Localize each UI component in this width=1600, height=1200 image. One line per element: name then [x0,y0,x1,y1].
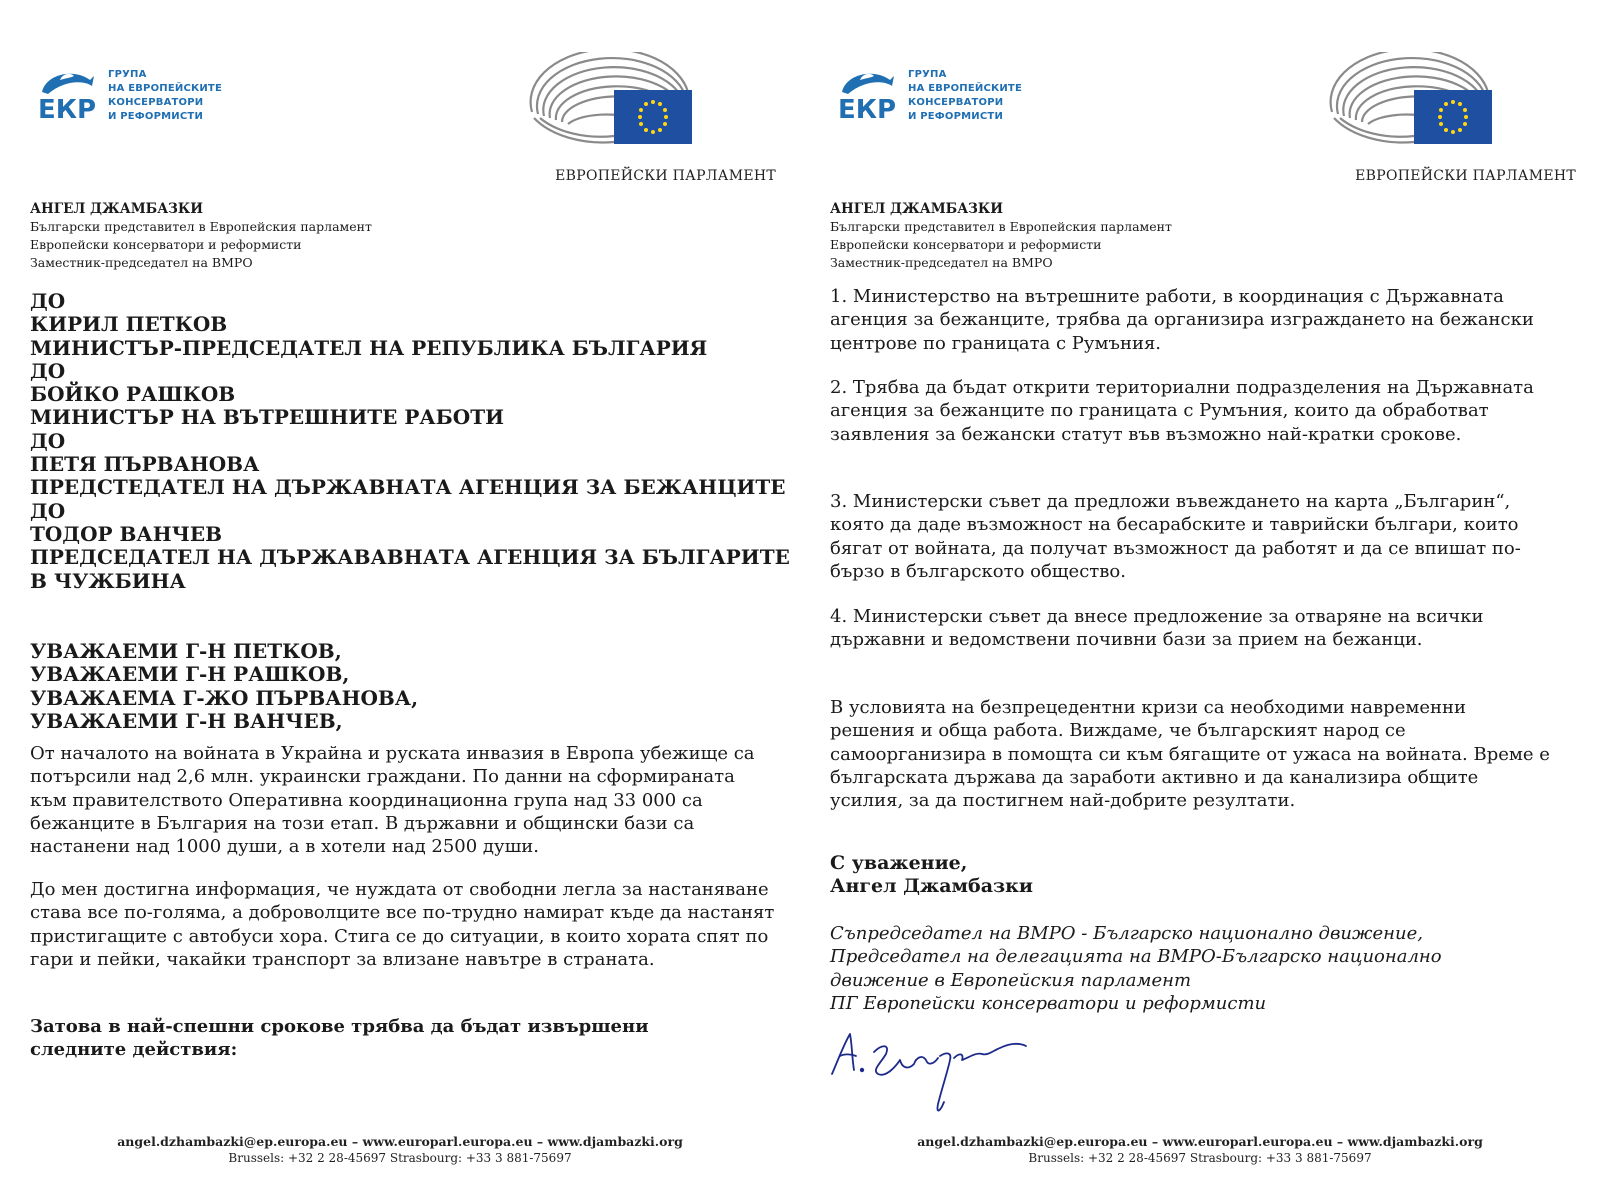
salutation-line: УВАЖАЕМИ Г-Н РАШКОВ, [30,662,350,687]
addressee-line: ДО [30,428,66,453]
ecr-lion-icon [838,66,900,124]
sender-line: Заместник-председател на ВМРО [30,255,253,270]
body-paragraph: До мен достигна информация, че нуждата от свободни легла за настаняване става все по-голяма, а доброволците все по-трудно намират къде да настанят пристигащите с автобуси хора. Стига се до ситуации, в които хората спят по гари и пейки, чакайки транспорт за влизане навътре в страната. [30,879,775,970]
ecr-line: КОНСЕРВАТОРИ [908,97,1004,108]
ecr-line: И РЕФОРМИСТИ [108,111,204,122]
signer-titles [830,922,1570,1015]
sender-block [30,200,372,272]
signer-title-line: Председател на делегацията на ВМРО-Българско национално [830,946,1442,968]
ecr-line: ГРУПА [908,69,947,80]
footer [0,1134,800,1165]
parliament-hemicycle-icon [528,52,698,148]
parliament-hemicycle-icon [1328,52,1498,148]
addressees-block [30,290,790,593]
footer-phones: Brussels: +32 2 28-45697 Strasbourg: +33 3 881-75697 [228,1151,572,1165]
ecr-logo [838,66,1038,128]
addressee-line: ДО [30,289,66,313]
addressee-line: ПРЕДСТЕДАТЕЛ НА ДЪРЖАВНАТА АГЕНЦИЯ ЗА БЕЖАНЦИТЕ [30,475,786,500]
sender-line: Заместник-председател на ВМРО [830,255,1053,270]
footer [800,1134,1600,1165]
ecr-line: КОНСЕРВАТОРИ [108,97,204,108]
footer-phones: Brussels: +32 2 28-45697 Strasbourg: +33 3 881-75697 [1028,1151,1372,1165]
signer-name: Ангел Джамбазки [830,875,1033,898]
ecr-line: НА ЕВРОПЕЙСКИТЕ [108,83,222,94]
european-parliament-logo [1328,52,1498,148]
addressee-line: ДО [30,498,66,523]
ecr-line: И РЕФОРМИСТИ [908,111,1004,122]
conclusion-paragraph: В условията на безпрецедентни кризи са необходими навременни решения и обща работа. Виждаме, че българският народ се самоорганизира в помощта си към бягащите от ужаса на войната. Време е българската държава да заработи активно и да канализира общите усилия, за да постигнем най-добрите резултати. [830,697,1550,812]
addressee-line: МИНИСТЪР-ПРЕДСЕДАТЕЛ НА РЕПУБЛИКА БЪЛГАРИЯ [30,335,708,360]
sender-line: Европейски консерватори и реформисти [830,237,1102,252]
salutation-line: УВАЖАЕМИ Г-Н ВАНЧЕВ, [30,708,343,733]
body-paragraph: От началото на войната в Украйна и руската инвазия в Европа убежище са потърсили над 2,6 млн. украински граждани. По данни на сформираната към правителството Оперативна координационна група над 33 000 са бежанците в България на този етап. В държавни и общински бази са настанени над 1000 души, а в хотели над 2500 души. [30,743,755,858]
european-parliament-logo [528,52,698,148]
closing-line: С уважение, [830,852,968,874]
addressee-line: ПЕТЯ ПЪРВАНОВА [30,452,260,477]
svg-text:ЕКР: ЕКР [38,95,97,124]
footer-links: angel.dzhambazki@ep.europa.eu – www.europarl.europa.eu – www.djambazki.org [117,1134,683,1149]
ecr-group-name [908,68,1022,124]
addressee-line: ПРЕДСЕДАТЕЛ НА ДЪРЖАВАВНАТА АГЕНЦИЯ ЗА БЪЛГАРИТЕ [30,545,790,570]
handwritten-signature [830,1030,1050,1140]
action-item: 3. Министерски съвет да предложи въвеждането на карта „Българин“, която да даде възможност на бесарабските и таврийски българи, които бягат от войната, да получат възможност да работят и да се впишат по-бързо в българското общество. [830,491,1521,582]
signer-title-line: движение в Европейския парламент [830,969,1192,991]
addressee-line: ТОДОР ВАНЧЕВ [30,521,223,546]
sender-block [830,200,1172,272]
footer-links: angel.dzhambazki@ep.europa.eu – www.europarl.europa.eu – www.djambazki.org [917,1134,1483,1149]
ecr-line: ГРУПА [108,69,147,80]
addressee-line: ДО [30,358,66,383]
european-parliament-label: ЕВРОПЕЙСКИ ПАРЛАМЕНТ [555,168,776,184]
signer-title-line: Съпредседател на ВМРО - Българско национално движение, [830,923,1423,944]
ecr-logo [38,66,238,128]
signer-title-line: ПГ Европейски консерватори и реформисти [830,992,1267,1014]
sender-line: Български представител в Европейския парламент [30,219,372,234]
addressee-line: КИРИЛ ПЕТКОВ [30,312,228,337]
body-paragraph-emphasis: Затова в най-спешни срокове трябва да бъдат извършени следните действия: [30,1016,649,1061]
action-item: 2. Трябва да бъдат открити териториални подразделения на Държавната агенция за бежанците по границата с Румъния, които да обработват заявления за бежански статут във възможно най-кратки срокове. [830,377,1534,445]
ecr-line: НА ЕВРОПЕЙСКИТЕ [908,83,1022,94]
svg-text:ЕКР: ЕКР [838,95,897,124]
european-parliament-label: ЕВРОПЕЙСКИ ПАРЛАМЕНТ [1355,168,1576,184]
action-item: 1. Министерство на вътрешните работи, в координация с Държавната агенция за бежанците, трябва да организира изграждането на бежански центрове по границата с Румъния. [830,286,1534,354]
ecr-lion-icon [38,66,100,124]
sender-name: АНГЕЛ ДЖАМБАЗКИ [30,201,203,217]
ecr-group-name [108,68,222,124]
sender-line: Европейски консерватори и реформисти [30,237,302,252]
salutation-line: УВАЖАЕМА Г-ЖО ПЪРВАНОВА, [30,685,419,710]
signature-icon [830,1030,1050,1140]
addressee-line: МИНИСТЪР НА ВЪТРЕШНИТЕ РАБОТИ [30,405,504,430]
salutation-line: УВАЖАЕМИ Г-Н ПЕТКОВ, [30,639,342,663]
closing-block [830,852,1033,899]
salutations-block [30,640,418,733]
action-item: 4. Министерски съвет да внесе предложение за отваряне на всички държавни и ведомствени почивни бази за прием на бежанци. [830,606,1484,651]
addressee-line: БОЙКО РАШКОВ [30,382,236,407]
sender-line: Български представител в Европейския парламент [830,219,1172,234]
letter-page-2 [800,0,1600,1200]
sender-name: АНГЕЛ ДЖАМБАЗКИ [830,201,1003,217]
addressee-line: В ЧУЖБИНА [30,568,186,593]
